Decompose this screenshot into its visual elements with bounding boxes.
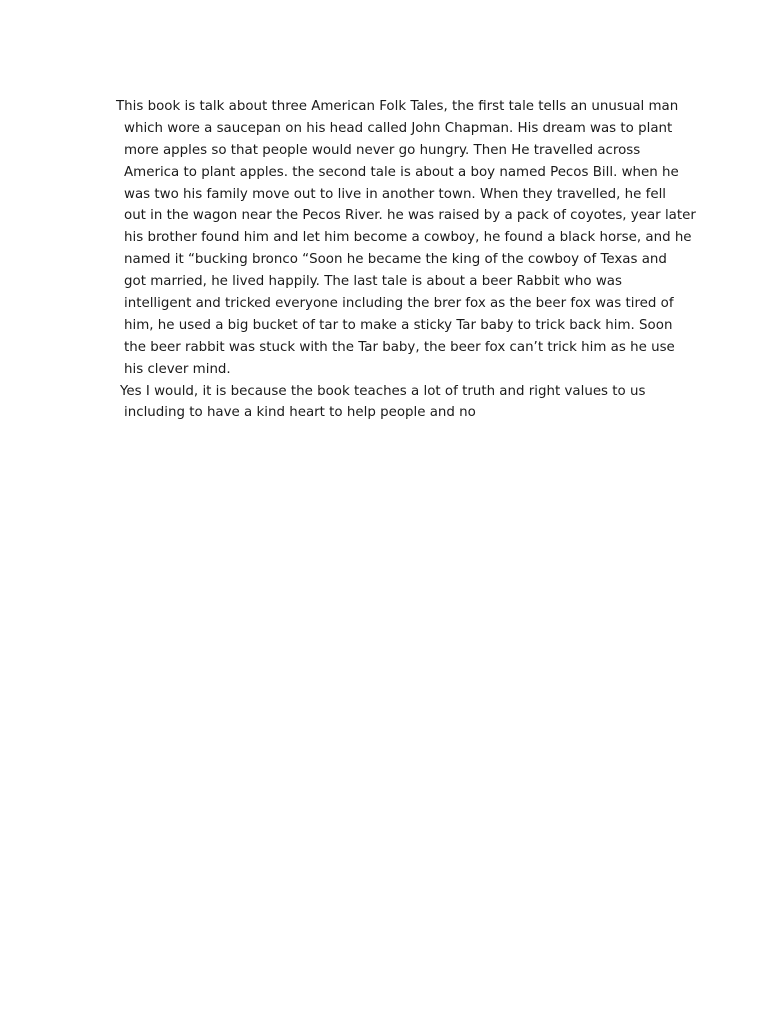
- text-line: This book is talk about three American Folk Tales, the first tale tells an unusual man: [116, 99, 679, 114]
- text-line: Yes I would, it is because the book teaches a lot of truth and right values to us: [120, 383, 646, 399]
- text-line: out in the wagon near the Pecos River. he was raised by a pack of coyotes, year later: [124, 208, 696, 224]
- text-line: the beer rabbit was stuck with the Tar baby, the beer fox can’t trick him as he use: [124, 339, 675, 355]
- text-line: was two his family move out to live in another town. When they travelled, he fell: [124, 186, 667, 202]
- text-line: which wore a saucepan on his head called John Chapman. His dream was to plant: [124, 120, 673, 136]
- text-line: intelligent and tricked everyone including the brer fox as the beer fox was tired of: [124, 296, 674, 312]
- text-line: America to plant apples. the second tale is about a boy named Pecos Bill. when he: [124, 164, 679, 180]
- text-line: his brother found him and let him become a cowboy, he found a black horse, and he: [124, 230, 692, 246]
- text-line: him, he used a big bucket of tar to make a sticky Tar baby to trick back him. Soon: [124, 317, 673, 333]
- text-line: including to have a kind heart to help people and no: [124, 405, 476, 421]
- text-line: more apples so that people would never go hungry. Then He travelled across: [124, 142, 641, 158]
- text-line: named it “bucking bronco “Soon he became the king of the cowboy of Texas and: [124, 252, 667, 268]
- text-line: got married, he lived happily. The last tale is about a beer Rabbit who was: [124, 274, 622, 290]
- document-body: [116, 96, 696, 424]
- paragraph-opinion: [116, 381, 676, 425]
- text-line: his clever mind.: [124, 361, 231, 377]
- paragraph-summary: [116, 96, 696, 381]
